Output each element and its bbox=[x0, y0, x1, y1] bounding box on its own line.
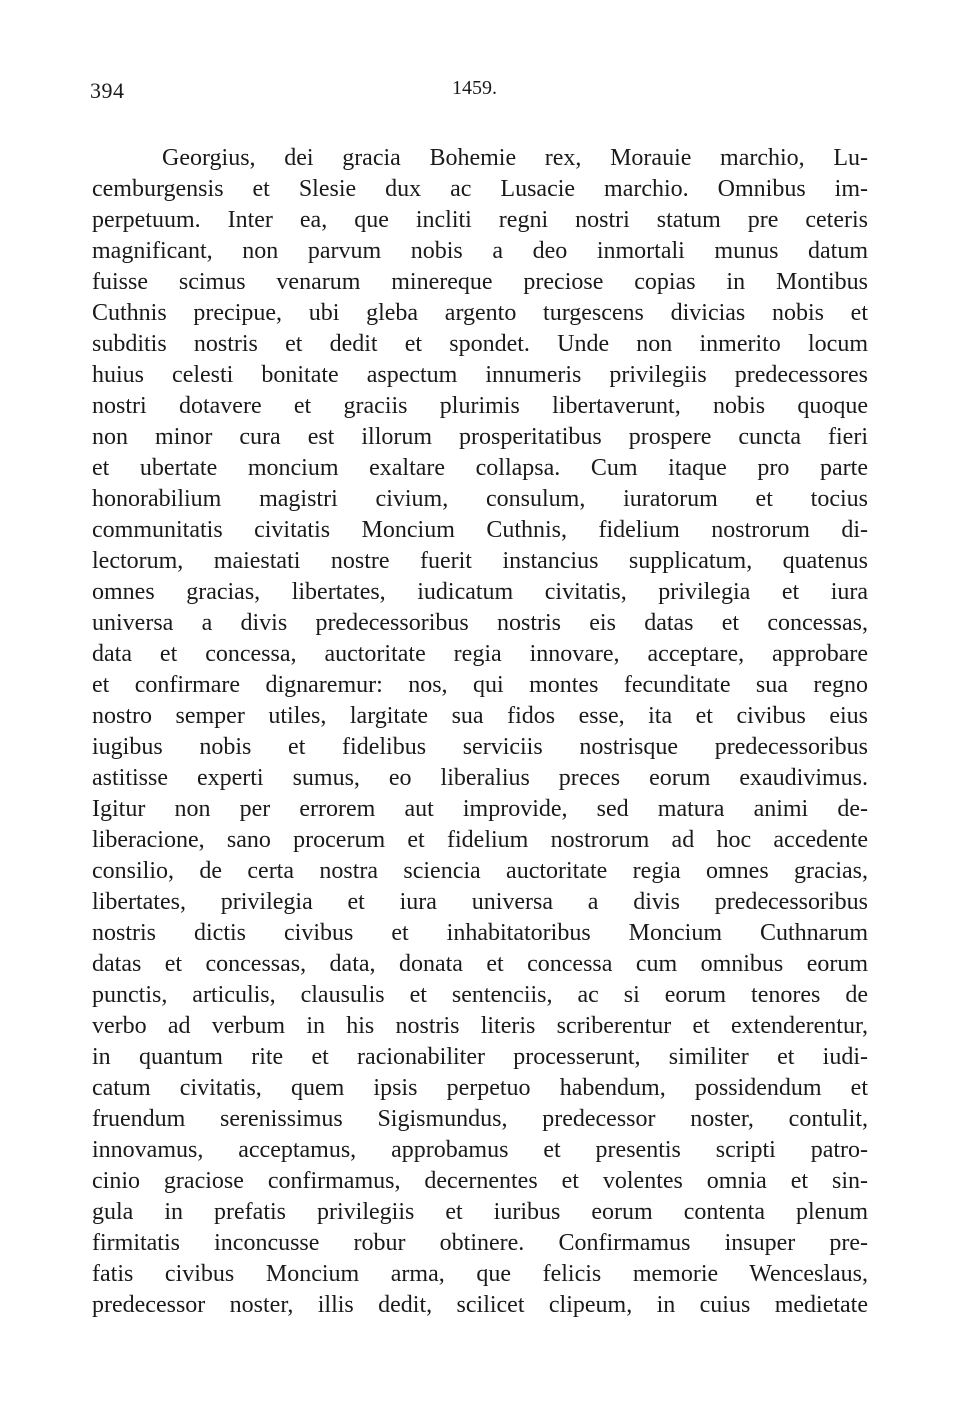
text-line: fuisse scimus venarum minereque preciose copias in Montibus bbox=[92, 269, 868, 295]
text-line: et confirmare dignaremur: nos, qui montes fecunditate sua regno bbox=[92, 672, 868, 698]
text-line: huius celesti bonitate aspectum innumeris privilegiis predecessores bbox=[92, 362, 868, 388]
text-line: perpetuum. Inter ea, que incliti regni nostri statum pre ceteris bbox=[92, 207, 868, 233]
text-line: Georgius, dei gracia Bohemie rex, Morauie marchio, Lu- bbox=[162, 145, 868, 171]
text-line: cemburgensis et Slesie dux ac Lusacie marchio. Omnibus im- bbox=[92, 176, 868, 202]
running-head-year: 1459. bbox=[452, 77, 497, 99]
text-line: subditis nostris et dedit et spondet. Unde non inmerito locum bbox=[92, 331, 868, 357]
text-line: omnes gracias, libertates, iudicatum civitatis, privilegia et iura bbox=[92, 579, 868, 605]
text-line: fruendum serenissimus Sigismundus, predecessor noster, contulit, bbox=[92, 1106, 868, 1132]
text-line: nostris dictis civibus et inhabitatoribus Moncium Cuthnarum bbox=[92, 920, 868, 946]
text-line: non minor cura est illorum prosperitatibus prospere cuncta fieri bbox=[92, 424, 868, 450]
text-line: predecessor noster, illis dedit, scilicet clipeum, in cuius medietate bbox=[92, 1292, 868, 1318]
text-line: gula in prefatis privilegiis et iuribus eorum contenta plenum bbox=[92, 1199, 868, 1225]
text-line: data et concessa, auctoritate regia innovare, acceptare, approbare bbox=[92, 641, 868, 667]
page-number: 394 bbox=[90, 78, 125, 103]
text-line: datas et concessas, data, donata et concessa cum omnibus eorum bbox=[92, 951, 868, 977]
text-line: iugibus nobis et fidelibus serviciis nostrisque predecessoribus bbox=[92, 734, 868, 760]
text-line: Cuthnis precipue, ubi gleba argento turgescens divicias nobis et bbox=[92, 300, 868, 326]
text-line: catum civitatis, quem ipsis perpetuo habendum, possidendum et bbox=[92, 1075, 868, 1101]
text-line: nostro semper utiles, largitate sua fidos esse, ita et civibus eius bbox=[92, 703, 868, 729]
text-line: libertates, privilegia et iura universa a divis predecessoribus bbox=[92, 889, 868, 915]
text-line: astitisse experti sumus, eo liberalius preces eorum exaudivimus. bbox=[92, 765, 868, 791]
text-line: honorabilium magistri civium, consulum, iuratorum et tocius bbox=[92, 486, 868, 512]
text-line: firmitatis inconcusse robur obtinere. Confirmamus insuper pre- bbox=[92, 1230, 868, 1256]
charter-text bbox=[92, 143, 868, 1321]
text-line: verbo ad verbum in his nostris literis scriberentur et extenderentur, bbox=[92, 1013, 868, 1039]
text-line: et ubertate moncium exaltare collapsa. Cum itaque pro parte bbox=[92, 455, 868, 481]
text-line: consilio, de certa nostra sciencia auctoritate regia omnes gracias, bbox=[92, 858, 868, 884]
text-line: Igitur non per errorem aut improvide, sed matura animi de- bbox=[92, 796, 868, 822]
text-line: innovamus, acceptamus, approbamus et presentis scripti patro- bbox=[92, 1137, 868, 1163]
text-line: cinio graciose confirmamus, decernentes et volentes omnia et sin- bbox=[92, 1168, 868, 1194]
text-line: liberacione, sano procerum et fidelium nostrorum ad hoc accedente bbox=[92, 827, 868, 853]
text-line: punctis, articulis, clausulis et sentenciis, ac si eorum tenores de bbox=[92, 982, 868, 1008]
text-line: magnificant, non parvum nobis a deo inmortali munus datum bbox=[92, 238, 868, 264]
text-line: universa a divis predecessoribus nostris eis datas et concessas, bbox=[92, 610, 868, 636]
text-line: fatis civibus Moncium arma, que felicis memorie Wenceslaus, bbox=[92, 1261, 868, 1287]
text-line: communitatis civitatis Moncium Cuthnis, fidelium nostrorum di- bbox=[92, 517, 868, 543]
text-line: lectorum, maiestati nostre fuerit instancius supplicatum, quatenus bbox=[92, 548, 868, 574]
text-line: nostri dotavere et graciis plurimis libertaverunt, nobis quoque bbox=[92, 393, 868, 419]
text-line: in quantum rite et racionabiliter processerunt, similiter et iudi- bbox=[92, 1044, 868, 1070]
